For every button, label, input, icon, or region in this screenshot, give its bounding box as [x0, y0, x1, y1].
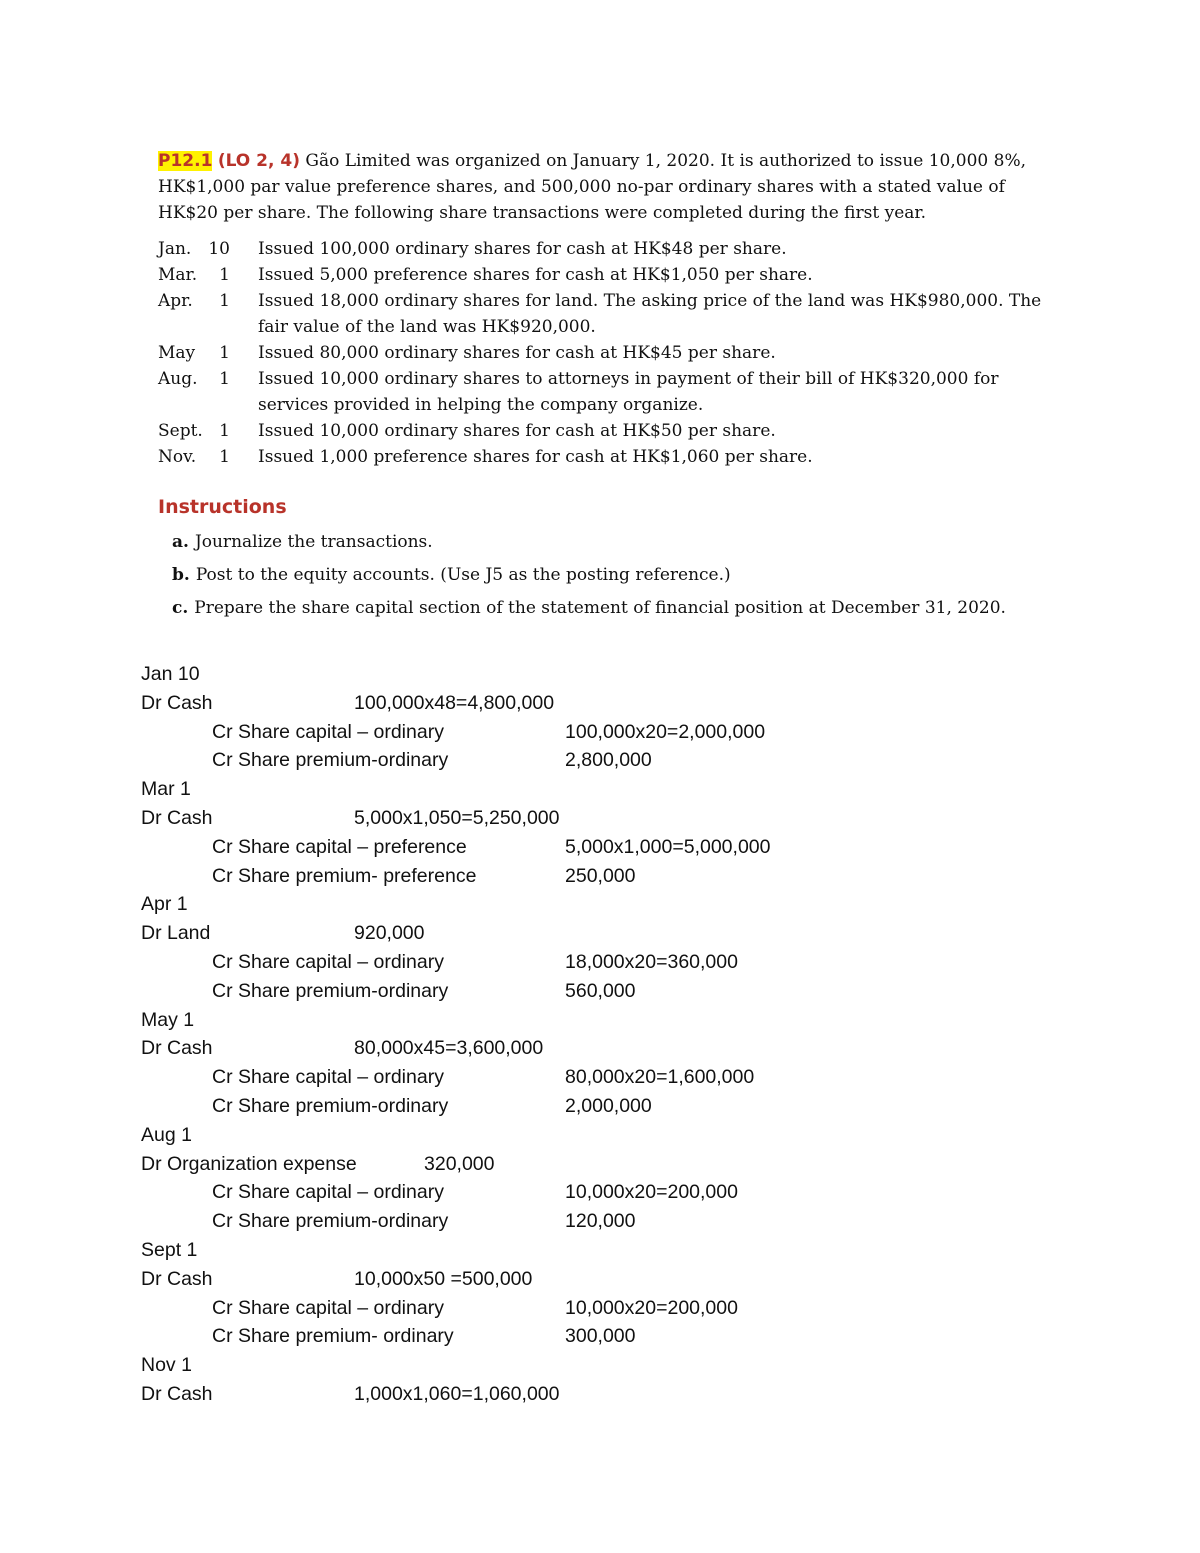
instruction-item: [172, 592, 1058, 625]
journal-date-line: [141, 775, 841, 804]
credit-amount: 560,000: [565, 979, 636, 1002]
journal-entries: [141, 660, 841, 1409]
transaction-description: Issued 5,000 preference shares for cash at HK$1,050 per share.: [258, 265, 813, 285]
credit-line: [141, 862, 841, 891]
problem-code: P12.1: [158, 151, 213, 171]
transaction-description: Issued 10,000 ordinary shares to attorneys in payment of their bill of HK$320,000 for services provided in helping the company organize.: [258, 369, 999, 415]
credit-line: [141, 1092, 841, 1121]
credit-amount: 10,000x20=200,000: [565, 1181, 738, 1204]
credit-amount: 18,000x20=360,000: [565, 950, 738, 973]
journal-date-line: [141, 1006, 841, 1035]
entry-date: Nov 1: [141, 1354, 192, 1377]
debit-line: [141, 1150, 841, 1179]
debit-amount: 920,000: [354, 922, 425, 945]
credit-account: Cr Share capital – ordinary: [212, 1296, 444, 1319]
instruction-letter: b.: [172, 565, 190, 585]
problem-intro-text: Gão Limited was organized on January 1, 2020. It is authorized to issue 10,000 8%, HK$1,000 par value preference shares, and 500,000 no-par ordinary shares with a stated value of HK$20 per share. The following share transactions were completed during the first year.: [158, 151, 1026, 223]
credit-line: [141, 746, 841, 775]
credit-account: Cr Share capital – ordinary: [212, 950, 444, 973]
transaction-list: [158, 236, 1058, 470]
transaction-month: May: [158, 343, 196, 363]
transaction-month: Jan.: [158, 239, 192, 259]
credit-account: Cr Share capital – ordinary: [212, 1066, 444, 1089]
debit-account: Dr Cash: [141, 806, 213, 829]
credit-line: [141, 833, 841, 862]
transaction-day: 1: [219, 291, 230, 311]
credit-account: Cr Share premium-ordinary: [212, 1210, 449, 1233]
transaction-month: Aug.: [158, 369, 198, 389]
entry-date: Apr 1: [141, 893, 188, 916]
debit-line: [141, 804, 841, 833]
debit-account: Dr Land: [141, 922, 211, 945]
debit-line: [141, 1034, 841, 1063]
credit-account: Cr Share capital – ordinary: [212, 720, 444, 743]
instruction-item: [172, 559, 1058, 592]
debit-line: [141, 1265, 841, 1294]
journal-date-line: [141, 1351, 841, 1380]
debit-amount: 5,000x1,050=5,250,000: [354, 806, 560, 829]
credit-amount: 5,000x1,000=5,000,000: [565, 835, 771, 858]
debit-account: Dr Cash: [141, 1037, 213, 1060]
transaction-description: Issued 80,000 ordinary shares for cash at HK$45 per share.: [258, 343, 776, 363]
journal-date-line: [141, 1236, 841, 1265]
debit-amount: 100,000x48=4,800,000: [354, 691, 555, 714]
entry-date: Jan 10: [141, 663, 200, 685]
transaction-date: [158, 340, 230, 366]
debit-amount: 80,000x45=3,600,000: [354, 1037, 544, 1060]
debit-amount: 10,000x50 =500,000: [354, 1267, 533, 1290]
credit-line: [141, 1294, 841, 1323]
credit-amount: 10,000x20=200,000: [565, 1296, 738, 1319]
credit-account: Cr Share premium- preference: [212, 864, 477, 887]
credit-amount: 2,800,000: [565, 749, 652, 772]
credit-line: [141, 1063, 841, 1092]
credit-line: [141, 1207, 841, 1236]
transaction-date: [158, 366, 230, 418]
entry-date: Mar 1: [141, 778, 191, 801]
credit-amount: 250,000: [565, 864, 636, 887]
journal-date-line: [141, 890, 841, 919]
credit-amount: 120,000: [565, 1210, 636, 1233]
transaction-day: 1: [219, 343, 230, 363]
debit-account: Dr Cash: [141, 691, 213, 714]
instruction-text: Post to the equity accounts. (Use J5 as the posting reference.): [195, 565, 731, 585]
debit-amount: 1,000x1,060=1,060,000: [354, 1382, 560, 1405]
transaction-day: 1: [219, 369, 230, 389]
entry-date: Sept 1: [141, 1238, 198, 1261]
transaction-day: 1: [219, 447, 230, 467]
debit-account: Dr Cash: [141, 1267, 213, 1290]
transaction-description: Issued 18,000 ordinary shares for land. The asking price of the land was HK$980,000. The fair value of the land was HK$920,000.: [258, 291, 1042, 337]
instruction-letter: a.: [172, 532, 189, 552]
credit-line: [141, 1178, 841, 1207]
entry-date: May 1: [141, 1008, 195, 1031]
instructions-list: [172, 526, 1058, 625]
transaction-date: [158, 444, 230, 470]
debit-amount: 320,000: [424, 1152, 495, 1175]
credit-line: [141, 1322, 841, 1351]
instruction-text: Journalize the transactions.: [194, 532, 433, 552]
transaction-description: Issued 10,000 ordinary shares for cash at HK$50 per share.: [258, 421, 776, 441]
entry-date: Aug 1: [141, 1123, 192, 1146]
credit-account: Cr Share premium-ordinary: [212, 1094, 449, 1117]
credit-account: Cr Share capital – preference: [212, 835, 467, 858]
transaction-month: Mar.: [158, 265, 198, 285]
credit-line: [141, 718, 841, 747]
transaction-month: Apr.: [158, 291, 193, 311]
credit-account: Cr Share capital – ordinary: [212, 1181, 444, 1204]
instructions-heading: Instructions: [158, 496, 287, 518]
credit-account: Cr Share premium-ordinary: [212, 979, 449, 1002]
debit-account: Dr Cash: [141, 1382, 213, 1405]
credit-line: [141, 948, 841, 977]
transaction-description: Issued 100,000 ordinary shares for cash at HK$48 per share.: [258, 239, 787, 259]
credit-amount: 300,000: [565, 1325, 636, 1348]
debit-account: Dr Organization expense: [141, 1152, 357, 1175]
transaction-month: Sept.: [158, 421, 203, 441]
debit-line: [141, 689, 841, 718]
credit-amount: 100,000x20=2,000,000: [565, 720, 766, 743]
transaction-date: [158, 288, 230, 340]
transaction-day: 10: [208, 239, 230, 259]
transaction-date: [158, 236, 230, 262]
instruction-text: Prepare the share capital section of the statement of financial position at December 31, 2020.: [194, 598, 1006, 618]
transaction-description: Issued 1,000 preference shares for cash at HK$1,060 per share.: [258, 447, 813, 467]
problem-statement: [158, 148, 1058, 625]
journal-date-line: [141, 660, 841, 689]
credit-amount: 2,000,000: [565, 1094, 652, 1117]
credit-amount: 80,000x20=1,600,000: [565, 1066, 755, 1089]
transaction-date: [158, 262, 230, 288]
debit-line: [141, 1380, 841, 1409]
instruction-letter: c.: [172, 598, 189, 618]
transaction-day: 1: [219, 421, 230, 441]
problem-intro: [158, 148, 1058, 226]
learning-objectives: (LO 2, 4): [217, 151, 300, 171]
transaction-month: Nov.: [158, 447, 197, 467]
credit-line: [141, 977, 841, 1006]
credit-account: Cr Share premium- ordinary: [212, 1325, 454, 1348]
transaction-day: 1: [219, 265, 230, 285]
transaction-date: [158, 418, 230, 444]
debit-line: [141, 919, 841, 948]
journal-date-line: [141, 1121, 841, 1150]
credit-account: Cr Share premium-ordinary: [212, 749, 449, 772]
instruction-item: [172, 526, 1058, 559]
